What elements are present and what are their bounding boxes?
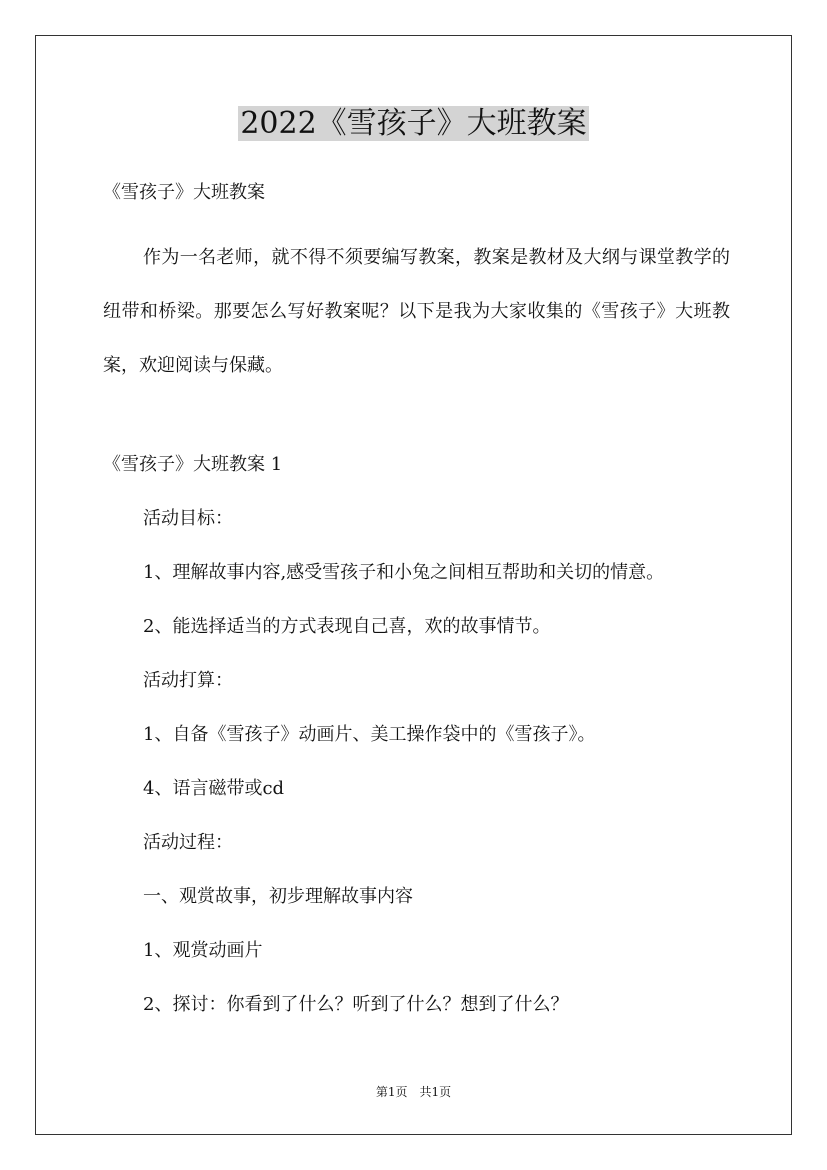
document-title-text: 2022《雪孩子》大班教案 <box>240 106 587 141</box>
preparation-item-4: 4、语言磁带或cd <box>143 778 285 799</box>
document-subtitle: 《雪孩子》大班教案 <box>103 182 265 203</box>
activity-goals-heading: 活动目标： <box>143 508 233 529</box>
section-heading: 《雪孩子》大班教案 1 <box>103 454 283 475</box>
goal-item-2: 2、能选择适当的方式表现自己喜，欢的故事情节。 <box>143 616 551 637</box>
activity-process-heading: 活动过程： <box>143 832 233 853</box>
goal-item-1: 1、理解故事内容,感受雪孩子和小兔之间相互帮助和关切的情意。 <box>143 562 665 583</box>
document-title <box>0 102 827 146</box>
page-number-footer: 第1页 共1页 <box>375 1085 452 1099</box>
activity-preparation-heading: 活动打算： <box>143 670 233 691</box>
process-substep-1: 1、观赏动画片 <box>143 940 263 961</box>
process-step-1: 一、观赏故事，初步理解故事内容 <box>143 886 413 907</box>
preparation-item-1: 1、自备《雪孩子》动画片、美工操作袋中的《雪孩子》。 <box>143 724 596 745</box>
process-substep-2: 2、探讨：你看到了什么？听到了什么？想到了什么？ <box>143 994 569 1015</box>
intro-paragraph: 作为一名老师，就不得不须要编写教案，教案是教材及大纲与课堂教学的纽带和桥梁。那要怎么写好教案呢？以下是我为大家收集的《雪孩子》大班教案，欢迎阅读与保藏。 <box>103 247 730 376</box>
